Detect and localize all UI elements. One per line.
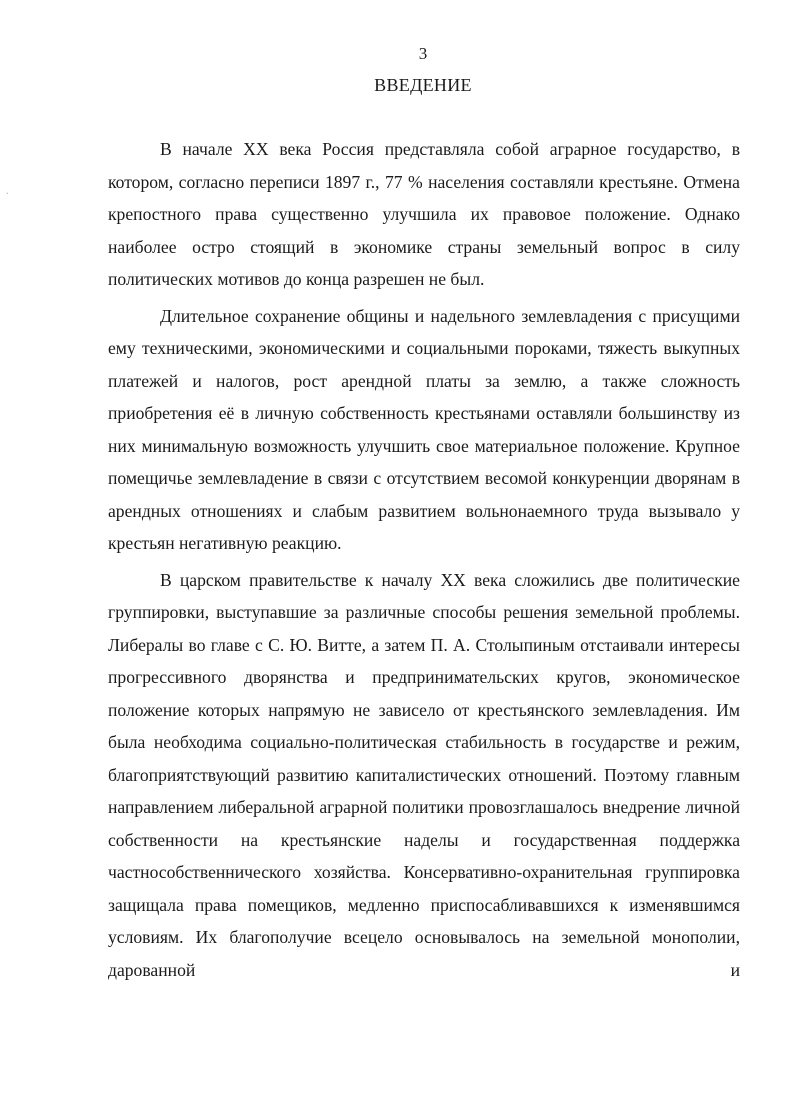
body-text [108, 133, 740, 990]
paragraph-1: В начале XX века Россия представляла собой аграрное государство, в котором, согласно переписи 1897 г., 77 % населения составляли крестьяне. Отмена крепостного права существенно улучшила их правовое положение. Однако наиболее остро стоящий в экономике страны земельный вопрос в силу политических мотивов до конца разрешен не был. [108, 139, 740, 289]
page-number: 3 [418, 44, 428, 63]
scan-speck: ˏ [6, 185, 9, 194]
page-title: ВВЕДЕНИЕ [374, 75, 472, 95]
paragraph-2: Длительное сохранение общины и надельного землевладения с присущими ему техническими, экономическими и социальными пороками, тяжесть выкупных платежей и налогов, рост арендной платы за землю, а также сложность приобретения её в личную собственность крестьянами оставляли большинству из них минимальную возможность улучшить свое материальное положение. Крупное помещичье землевладение в связи с отсутствием весомой конкуренции дворянам в арендных отношениях и слабым развитием вольнонаемного труда вызывало у крестьян негативную реакцию. [108, 305, 740, 553]
paragraph-3: В царском правительстве к началу XX века сложились две политические группировки, выступавшие за различные способы решения земельной проблемы. Либералы во главе с С. Ю. Витте, а затем П. А. Столыпиным отстаивали интересы прогрессивного дворянства и предпринимательских кругов, экономическое положение которых напрямую не зависело от крестьянского землевладения. Им была необходима социально-политическая стабильность в государстве и режим, благоприятствующий развитию капиталистических отношений. Поэтому главным направлением либеральной аграрной политики провозглашалось внедрение личной собственности на крестьянские наделы и государственная поддержка частнособственнического хозяйства. Консервативно-охранительная группировка защищала права помещиков, медленно приспосабливавшихся к изменявшимся условиям. Их благополучие всецело основывалось на земельной монополии, дарованной и [108, 569, 740, 980]
